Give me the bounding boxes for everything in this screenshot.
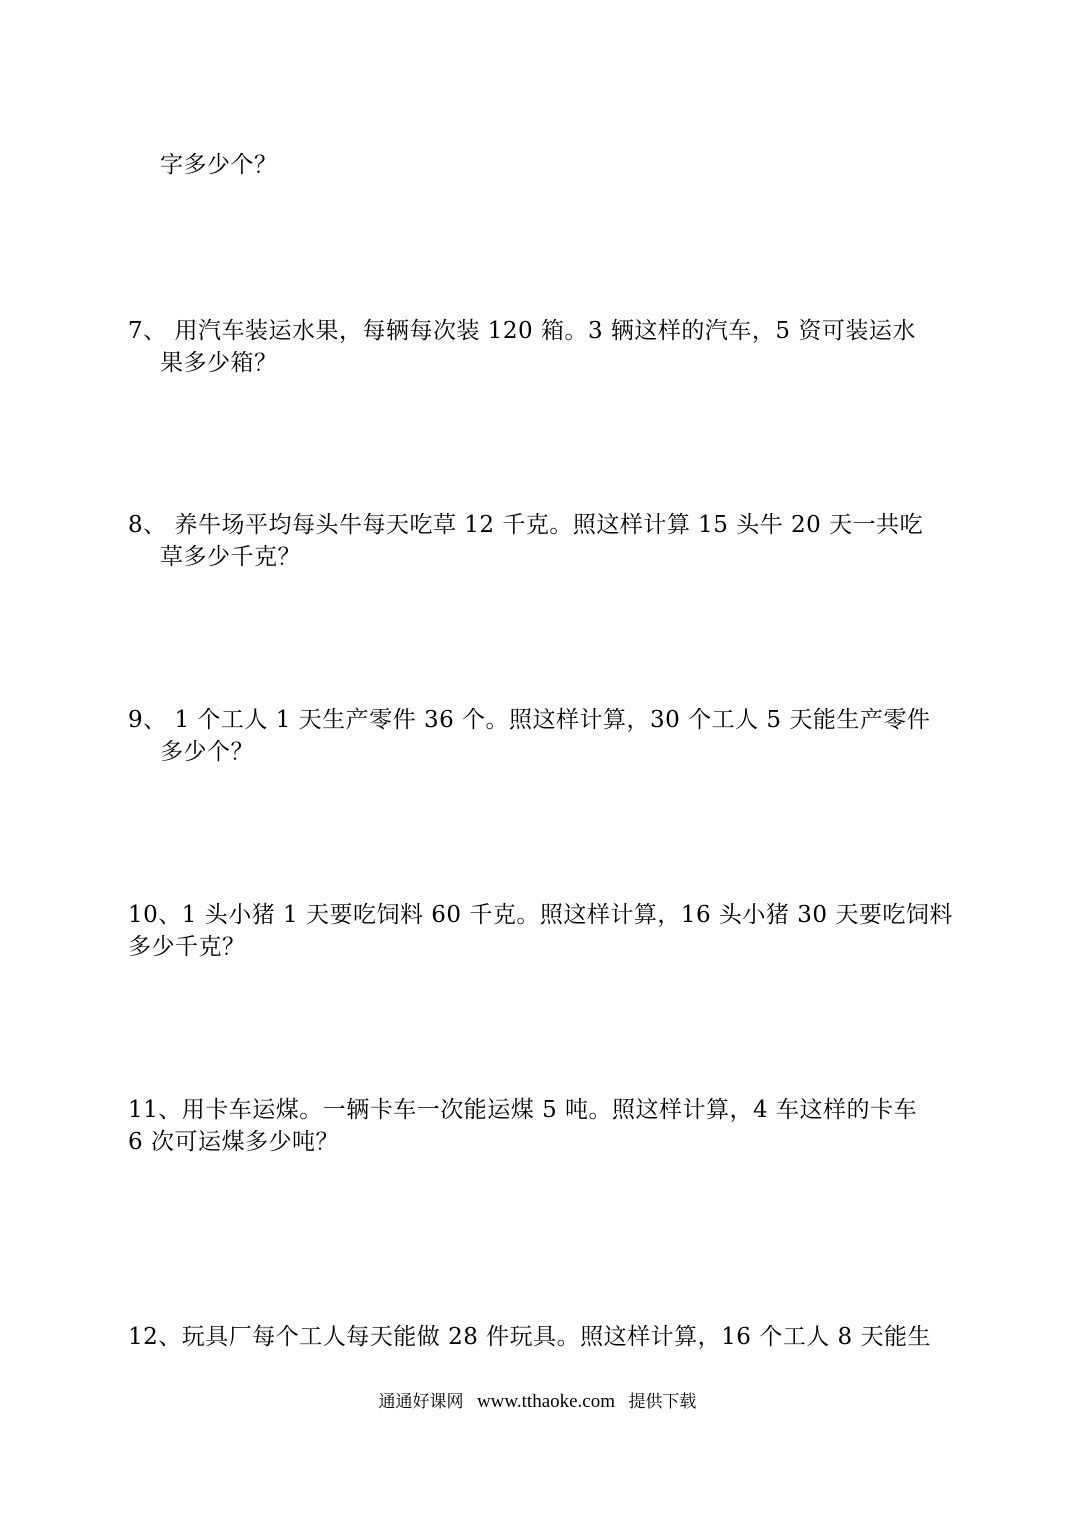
page-footer <box>0 1390 1075 1414</box>
problem-line: 7、 用汽车装运水果，每辆每次装 120 箱。3 辆这样的汽车，5 资可装运水 <box>128 318 916 344</box>
continuation-line: 字多少个？ <box>160 152 278 178</box>
problem-line: 9、 1 个工人 1 天生产零件 36 个。照这样计算，30 个工人 5 天能生产零件 <box>128 707 931 733</box>
problem-line: 10、1 头小猪 1 天要吃饲料 60 千克。照这样计算，16 头小猪 30 天要吃饲料 <box>128 902 953 928</box>
problem-line: 6 次可运煤多少吨？ <box>128 1129 339 1155</box>
problem-line: 草多少千克？ <box>160 544 301 570</box>
problem-line: 多少千克？ <box>128 934 246 960</box>
footer-suffix: 提供下载 <box>628 1392 697 1412</box>
problem-line: 11、用卡车运煤。一辆卡车一次能运煤 5 吨。照这样计算，4 车这样的卡车 <box>128 1097 917 1123</box>
footer-site-name: 通通好课网 <box>378 1392 464 1412</box>
problem-line: 多少个？ <box>160 739 254 765</box>
problem-line: 8、 养牛场平均每头牛每天吃草 12 千克。照这样计算 15 头牛 20 天一共吃 <box>128 512 924 538</box>
footer-url: www.tthaoke.com <box>476 1391 616 1412</box>
problem-line: 12、玩具厂每个工人每天能做 28 件玩具。照这样计算，16 个工人 8 天能生 <box>128 1324 931 1350</box>
problem-line: 果多少箱？ <box>160 350 278 376</box>
